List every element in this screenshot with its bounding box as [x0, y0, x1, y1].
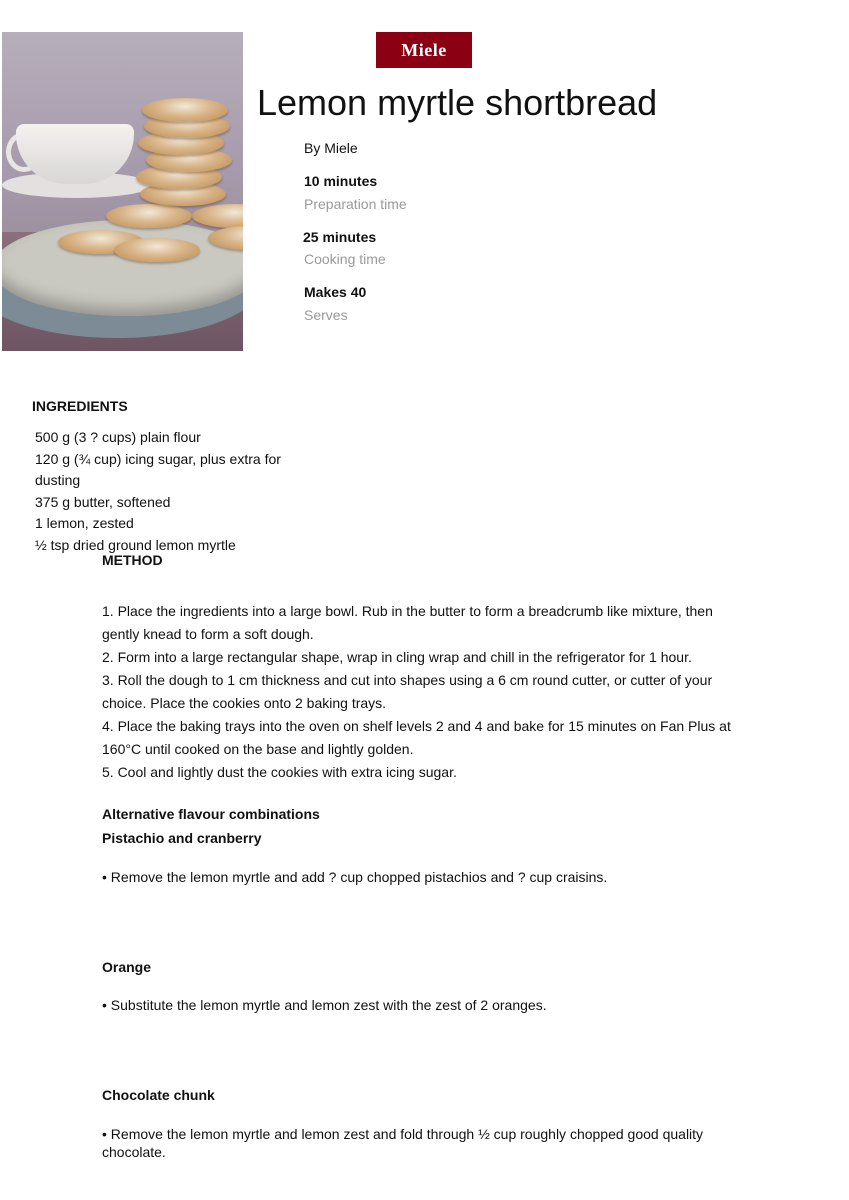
ingredient-item: 375 g butter, softened	[35, 493, 171, 510]
variant-text: Remove the lemon myrtle and lemon zest and fold through ½ cup roughly chopped good quality chocolate.	[102, 1126, 704, 1160]
recipe-photo	[2, 32, 243, 351]
cook-time-value: 25 minutes	[303, 229, 377, 245]
variant-text: Substitute the lemon myrtle and lemon zest with the zest of 2 oranges.	[110, 997, 547, 1013]
miele-logo: Miele	[376, 32, 472, 68]
bullet-dot: •	[102, 997, 107, 1013]
method-step: 2. Form into a large rectangular shape, wrap in cling wrap and chill in the refrigerator for 1 hour.	[102, 649, 692, 665]
ingredients-list	[35, 427, 305, 556]
ingredient-item: 120 g (¾ cup) icing sugar, plus extra for dusting	[35, 450, 281, 488]
cook-time-label: Cooking time	[304, 251, 386, 267]
variant-title-orange: Orange	[102, 959, 152, 975]
bullet-dot: •	[102, 1126, 107, 1142]
photo-cookie	[114, 238, 200, 262]
method-step: 1. Place the ingredients into a large bowl. Rub in the butter to form a breadcrumb like mixture, then gently knead to form a soft dough.	[102, 603, 713, 642]
photo-cookie	[192, 204, 243, 228]
photo-cookie	[142, 98, 228, 122]
serves-label: Serves	[304, 307, 348, 323]
method-steps	[102, 600, 752, 784]
ingredient-item: ½ tsp dried ground lemon myrtle	[35, 536, 236, 553]
recipe-title: Lemon myrtle shortbread	[257, 82, 658, 123]
recipe-byline: By Miele	[304, 140, 358, 156]
ingredient-item: 1 lemon, zested	[35, 515, 134, 531]
variant-bullet-pistachio	[102, 868, 762, 886]
variant-title-pistachio: Pistachio and cranberry	[102, 830, 262, 846]
photo-cookie	[106, 204, 192, 228]
prep-time-label: Preparation time	[304, 196, 407, 212]
prep-time-value: 10 minutes	[304, 173, 378, 189]
serves-value: Makes 40	[304, 284, 367, 300]
method-step: 5. Cool and lightly dust the cookies with extra icing sugar.	[102, 764, 457, 780]
ingredient-item: 500 g (3 ? cups) plain flour	[35, 429, 201, 445]
method-heading: METHOD	[102, 552, 163, 568]
variant-bullet-chocolate	[102, 1125, 762, 1161]
alternatives-heading: Alternative flavour combinations	[102, 806, 320, 822]
variant-bullet-orange	[102, 996, 762, 1014]
variant-text: Remove the lemon myrtle and add ? cup chopped pistachios and ? cup craisins.	[110, 869, 608, 885]
variant-title-chocolate: Chocolate chunk	[102, 1087, 215, 1103]
ingredients-heading: INGREDIENTS	[32, 398, 128, 414]
bullet-dot: •	[102, 869, 107, 885]
method-step: 4. Place the baking trays into the oven on shelf levels 2 and 4 and bake for 15 minutes on Fan Plus at 160°C until cooked on the base and lightly golden.	[102, 718, 731, 757]
method-step: 3. Roll the dough to 1 cm thickness and cut into shapes using a 6 cm round cutter, or cutter of your choice. Place the cookies onto 2 baking trays.	[102, 672, 713, 711]
